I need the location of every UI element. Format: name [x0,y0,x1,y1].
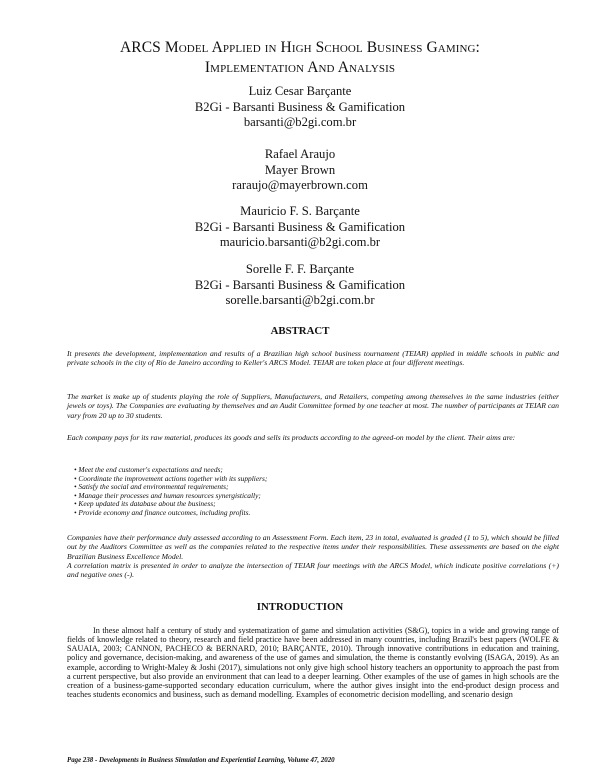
title-line-1: ARCS Model Applied in High School Business Gaming: [120,39,480,56]
author-name: Mauricio F. S. Barçante [240,204,360,218]
abstract-text: A correlation matrix is presented in order to analyze the intersection of TEIAR four meetings with the ARCS Model, which indicate positive correlations (+) and negative ones (-). [67,560,559,580]
author-block [40,204,560,251]
author-affiliation: B2Gi - Barsanti Business & Gamification [194,99,406,114]
list-item: • Satisfy the social and environmental requirements; [74,482,229,492]
author-email[interactable]: sorelle.barsanti@b2gi.com.br [225,293,375,308]
author-block [40,262,560,309]
abstract-bullet-list [74,466,544,518]
abstract-paragraph [67,433,559,442]
author-email[interactable]: raraujo@mayerbrown.com [232,178,368,193]
author-name: Luiz Cesar Barçante [248,84,352,98]
list-item: • Keep updated its database about the business; [74,499,216,509]
author-name: Rafael Araujo [264,147,336,161]
abstract-text: Companies have their performance duly assessed according to an Assessment Form. Each item, 23 in total, evaluated is graded (1 to 5), which should be filled out by the Auditors Committee as well as the companies related to the respective items under their responsibilities. These assessments are based on the eight Brazilian Business Excellence Model. [67,533,559,561]
author-affiliation: B2Gi - Barsanti Business & Gamification [194,277,406,292]
abstract-heading: ABSTRACT [270,325,330,337]
list-item: • Coordinate the improvement actions together with its suppliers; [74,473,268,483]
page-footer: Page 238 - Developments in Business Simulation and Experiential Learning, Volume 47, 2020 [67,757,335,764]
author-name: Sorelle F. F. Barçante [245,262,355,276]
author-email[interactable]: mauricio.barsanti@b2gi.com.br [219,235,381,250]
title-line-2: Implementation And Analysis [204,59,396,76]
list-item: • Provide economy and finance outcomes, including profits. [74,507,251,517]
list-item: • Manage their processes and human resources synergistically; [74,490,261,500]
author-block [40,84,560,131]
abstract-paragraph [67,349,559,368]
introduction-heading: INTRODUCTION [256,601,344,613]
abstract-text: Each company pays for its raw material, produces its goods and sells its products according to the agreed-on model by the client. Their aims are: [67,433,516,442]
author-email[interactable]: barsanti@b2gi.com.br [243,115,357,130]
list-item: • Meet the end customer's expectations and needs; [74,465,223,474]
author-affiliation: B2Gi - Barsanti Business & Gamification [194,219,406,234]
author-affiliation: Mayer Brown [264,162,336,177]
paper-title [40,38,560,78]
author-block [40,147,560,194]
introduction-text: In these almost half a century of study and systematization of game and simulation activities (S&G), topics in a wide and growing range of fields of knowledge related to theory, research and field practice have been addressed in many countries, including Brazil's best papers (WOLFE & SAUAIA, 2003; CANNON, PACHECO & BERNARD, 2010; BARÇANTE, 2010). Through innovative contributions in education and training, policy and governance, decision-making, and awareness of the use of games and simulation, the theme is constantly evolving (ISAGA, 2019). As an example, according to Wright-Maley & Joshi (2017), simulations not only give high school history teachers an opportunity to approach the past from a current perspective, but also provide an environment that can lead to a deeper learning. Other examples of the use of games in high schools are the creation of a business-game-supported secondary education curriculum, where the author gives insight into the end-product design process and teaches students economics and business, such as demand modelling. Examples of econometric decision modelling, and scenario design [67,626,559,700]
abstract-text: It presents the development, implementation and results of a Brazilian high school business tournament (TEIAR) applied in middle schools in public and private schools in the city of Rio de Janeiro according to Keller's ARCS Model. TEIAR are token place at four different meetings. [67,349,559,368]
abstract-text: The market is make up of students playing the role of Suppliers, Manufacturers, and Retailers, competing among themselves in the same industries (either jewels or toys). The Companies are evaluating by themselves and an Audit Committee formed by one teacher at most. The number of participants at TEIAR can vary from 20 up to 30 students. [67,392,559,420]
abstract-paragraph [67,392,559,420]
abstract-paragraph [67,533,559,579]
